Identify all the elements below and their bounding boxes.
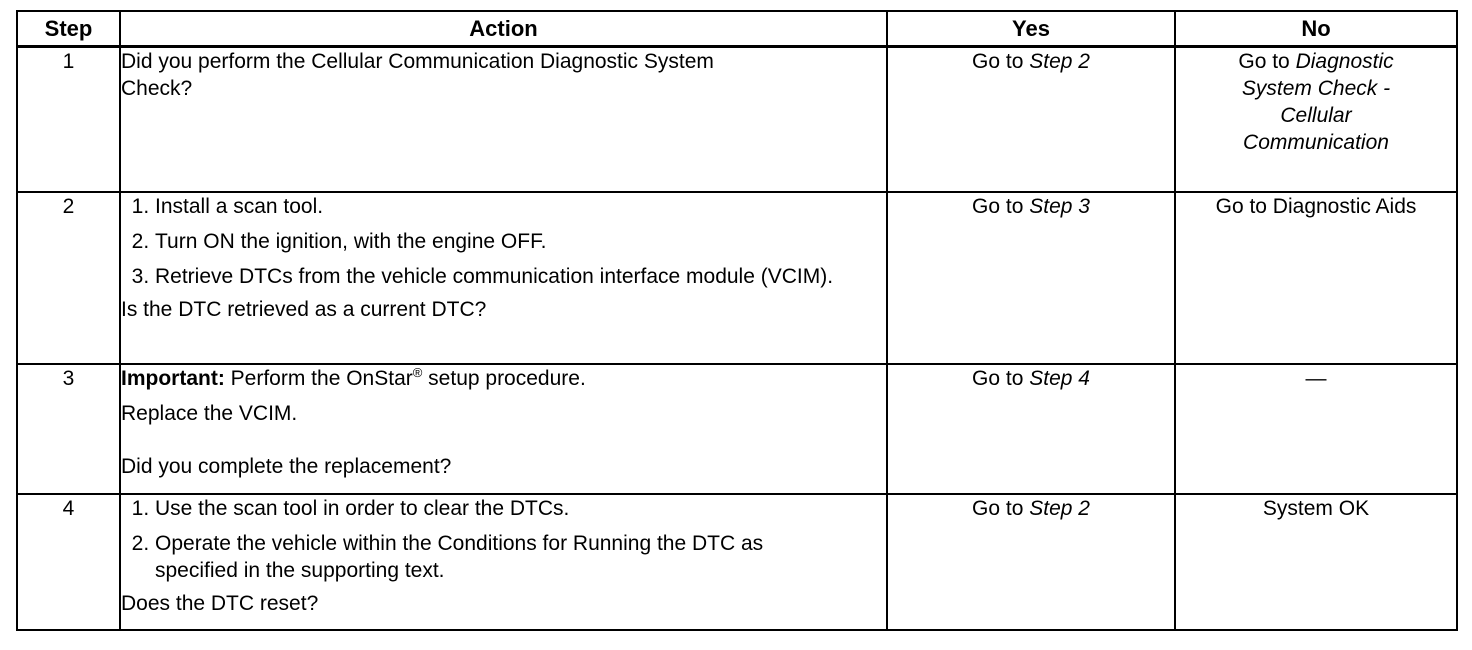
yes-cell — [887, 192, 1175, 364]
header-action: Action — [120, 11, 887, 47]
important-note — [121, 365, 886, 392]
procedure-list — [121, 495, 886, 584]
important-text: Perform the OnStar — [230, 366, 413, 390]
no-cell — [1175, 494, 1457, 630]
list-item: 3. Retrieve DTCs from the vehicle communication interface module (VCIM). — [155, 263, 886, 290]
yes-step-link[interactable]: Step 2 — [1029, 50, 1090, 73]
registered-mark: ® — [412, 364, 423, 380]
action-cell — [120, 494, 887, 630]
step-number: 3 — [17, 364, 120, 494]
action-cell — [120, 192, 887, 364]
step-number: 1 — [17, 47, 120, 192]
no-dash: — — [1305, 366, 1327, 390]
question-text: Is the DTC retrieved as a current DTC? — [121, 297, 487, 321]
yes-prefix: Go to — [972, 366, 1024, 390]
question-text: Did you perform the Cellular Communication Diagnostic System Check? — [121, 50, 714, 100]
important-text-end: setup procedure. — [422, 366, 586, 390]
step-number: 2 — [17, 192, 120, 364]
yes-cell — [887, 47, 1175, 192]
step-number: 4 — [17, 494, 120, 630]
table-row — [17, 47, 1457, 192]
question-text: Did you complete the replacement? — [121, 454, 452, 478]
header-no: No — [1175, 11, 1457, 47]
no-cell — [1175, 47, 1457, 192]
action-cell — [120, 364, 887, 494]
yes-step-link[interactable]: Step 2 — [1029, 496, 1090, 520]
list-item: 2. Turn ON the ignition, with the engine OFF. — [155, 228, 886, 255]
no-link[interactable]: Diagnostic System Check - Cellular Communication — [1241, 50, 1394, 154]
yes-prefix: Go to — [972, 50, 1024, 73]
important-label: Important: — [121, 366, 225, 390]
no-text[interactable]: Go to Diagnostic Aids — [1215, 194, 1417, 218]
question-text: Does the DTC reset? — [121, 591, 319, 615]
list-item: 1. Use the scan tool in order to clear the DTCs. — [155, 495, 886, 522]
yes-step-link[interactable]: Step 3 — [1029, 194, 1090, 218]
no-prefix: Go to — [1238, 50, 1290, 73]
header-yes: Yes — [887, 11, 1175, 47]
header-step: Step — [17, 11, 120, 47]
procedure-list — [121, 193, 886, 290]
list-item: 1. Install a scan tool. — [155, 193, 886, 220]
action-cell — [120, 47, 887, 192]
yes-prefix: Go to — [972, 194, 1024, 218]
instruction-text: Replace the VCIM. — [121, 401, 298, 425]
yes-prefix: Go to — [972, 496, 1024, 520]
table-header-row — [17, 11, 1457, 47]
no-text: System OK — [1262, 496, 1370, 520]
no-cell — [1175, 192, 1457, 364]
table-row — [17, 192, 1457, 364]
diagnostic-table — [16, 10, 1458, 631]
yes-cell — [887, 364, 1175, 494]
table-row — [17, 494, 1457, 630]
table-row — [17, 364, 1457, 494]
yes-step-link[interactable]: Step 4 — [1029, 366, 1090, 390]
yes-cell — [887, 494, 1175, 630]
no-cell — [1175, 364, 1457, 494]
list-item: 2. Operate the vehicle within the Conditions for Running the DTC as specified in the supporting text. — [155, 530, 815, 584]
